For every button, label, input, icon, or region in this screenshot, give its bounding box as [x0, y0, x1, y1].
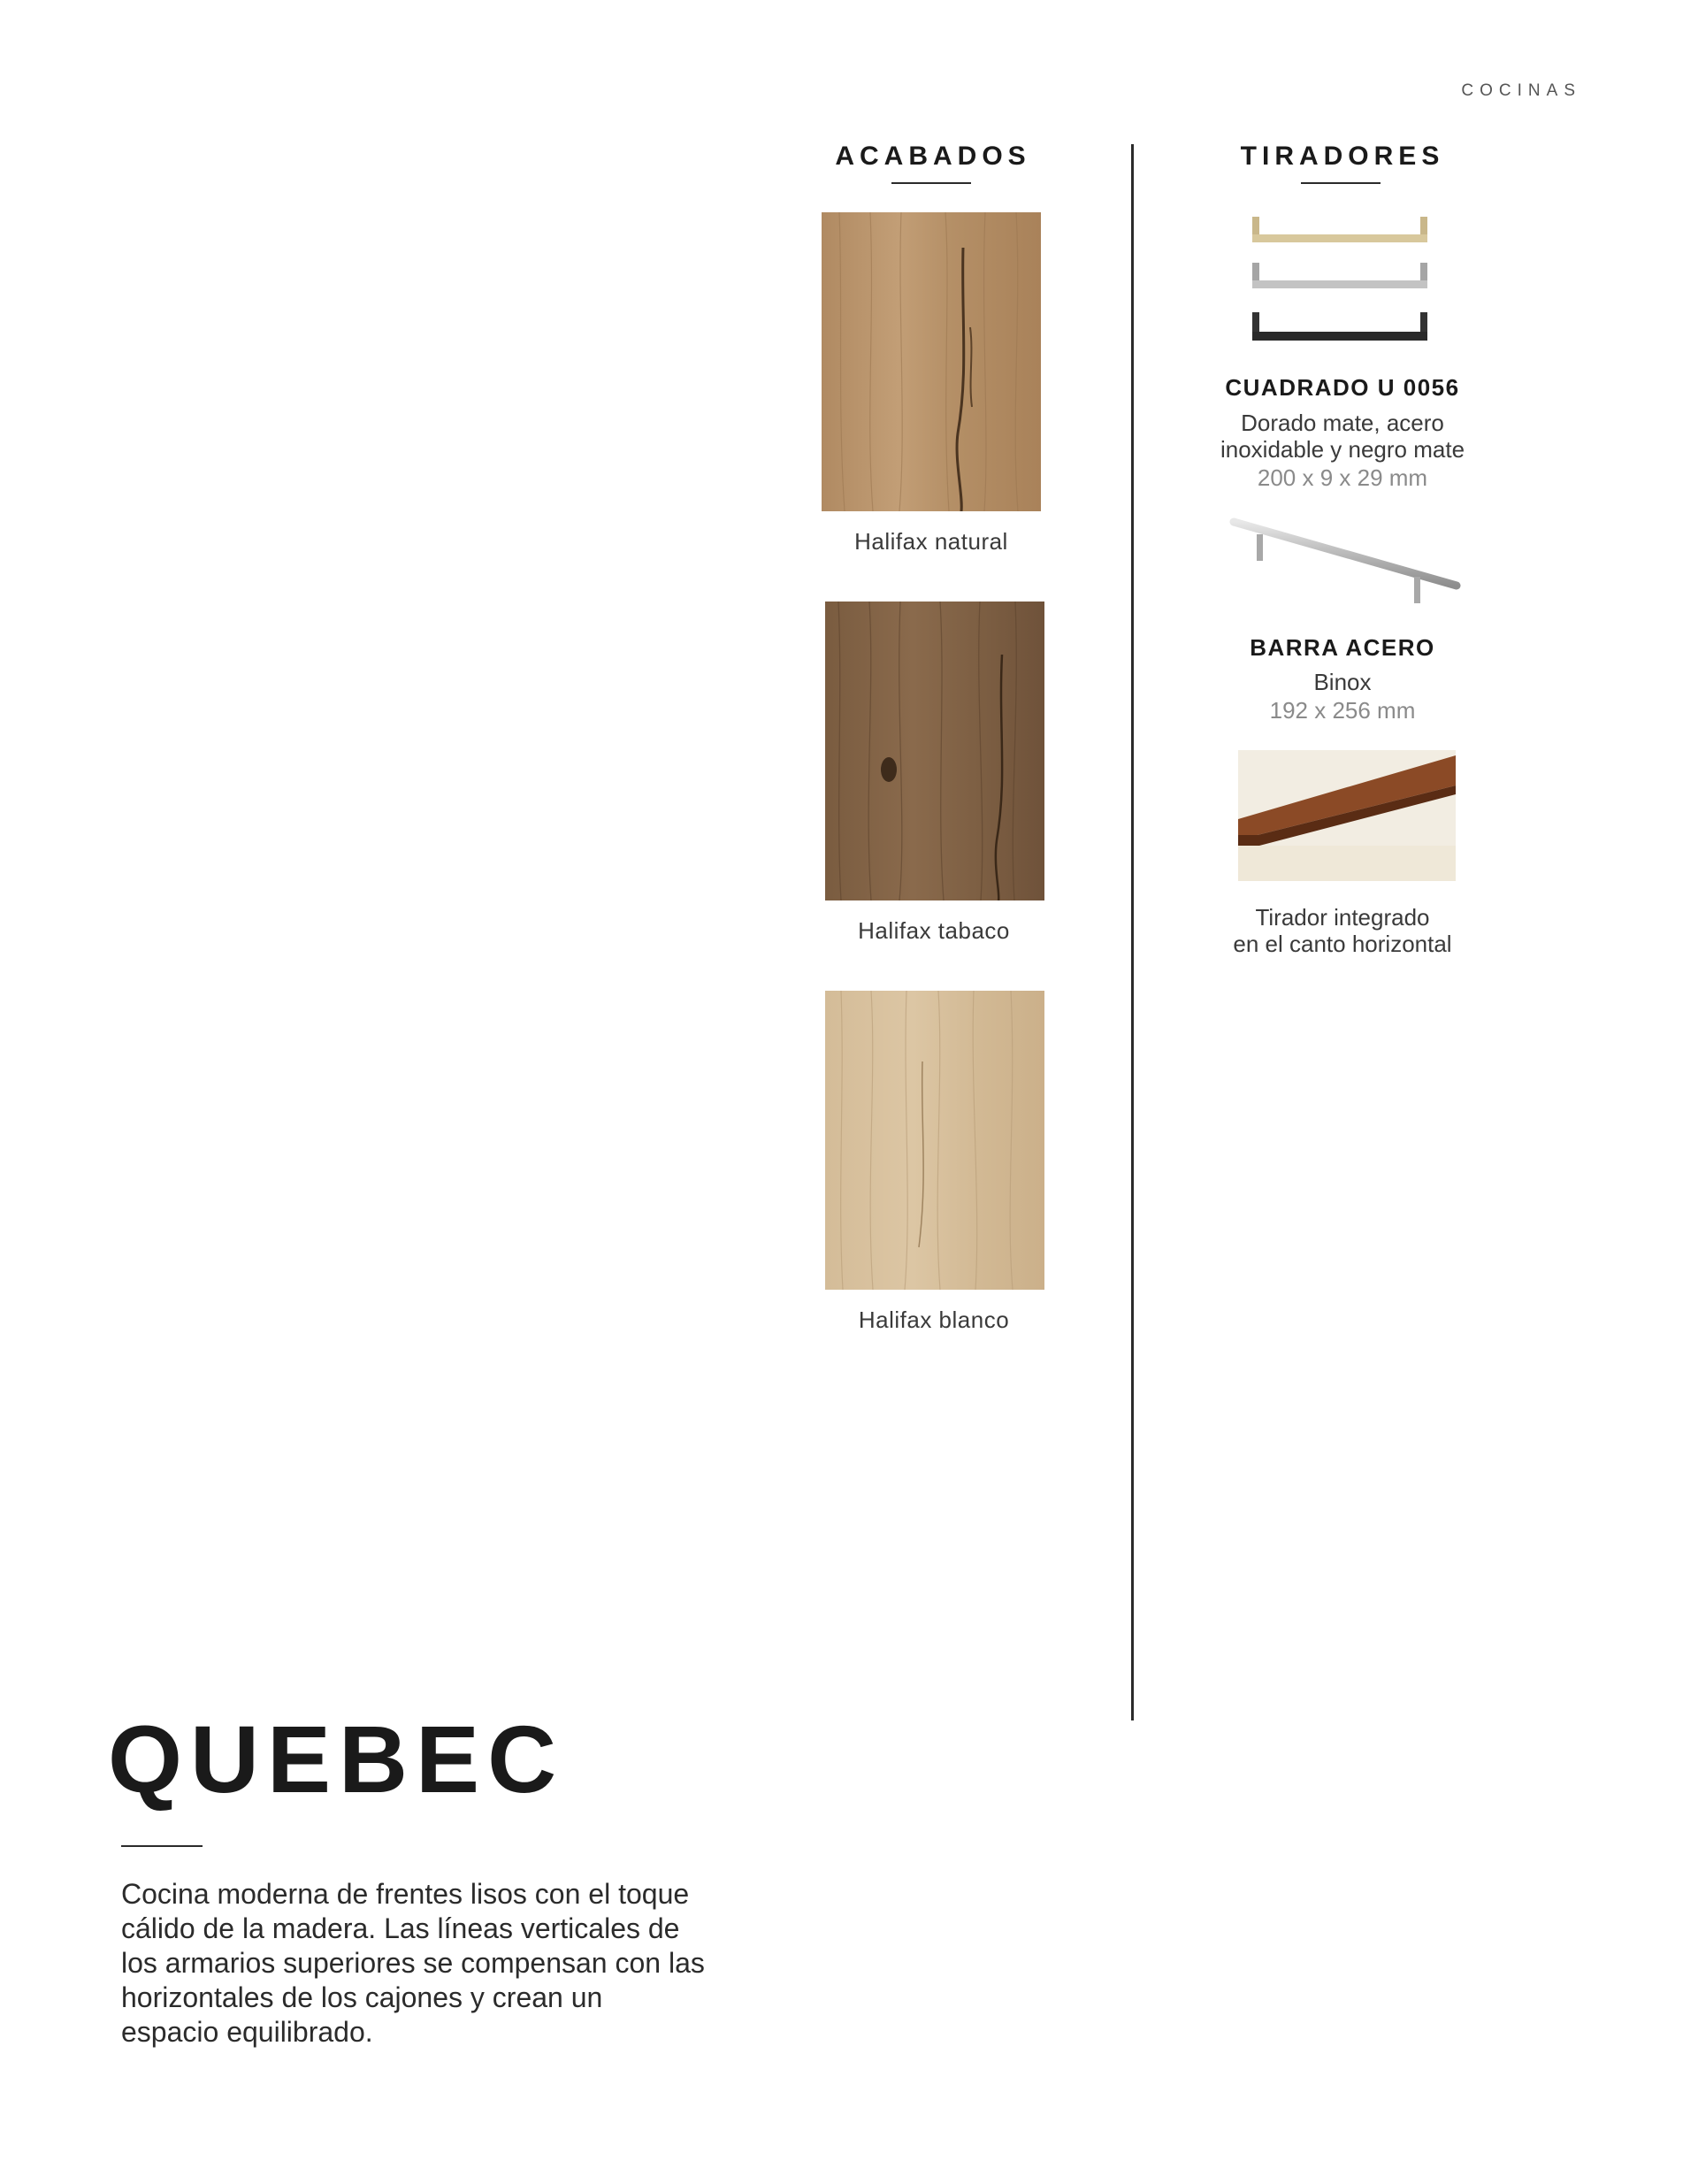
handle-barra-acero-finish: Binox — [1313, 669, 1372, 695]
product-description: Cocina moderna de frentes lisos con el toque cálido de la madera. Las líneas verticales de los armarios superiores se compensan con las horizontales de los cajones y crean un espacio equilibrado. — [121, 1878, 705, 2048]
section-label: COCINAS — [1461, 81, 1581, 100]
handles-heading: TIRADORES — [1240, 142, 1445, 171]
integrated-handle-icon — [1238, 750, 1456, 881]
handle-barra-acero-title: BARRA ACERO — [1250, 634, 1435, 661]
swatch-halifax-blanco — [825, 991, 1044, 1290]
swatch-label-halifax-tabaco: Halifax tabaco — [858, 917, 1010, 944]
handle-barra-acero-image — [1225, 513, 1464, 615]
swatch-label-halifax-blanco: Halifax blanco — [858, 1307, 1010, 1333]
handle-cuadrado-u-finish-line1: Dorado mate, acero — [1241, 410, 1444, 436]
handle-cuadrado-u-image — [1247, 208, 1442, 354]
column-divider — [1131, 144, 1134, 1720]
wood-blanco-texture — [825, 991, 1044, 1290]
handle-cuadrado-u-desc — [1139, 410, 1546, 491]
finishes-heading-rule — [891, 182, 971, 184]
handle-integrado-desc — [1139, 904, 1546, 957]
handle-integrado-image — [1238, 750, 1456, 885]
handles-heading-rule — [1301, 182, 1381, 184]
title-rule — [121, 1845, 203, 1847]
handle-barra-acero-desc — [1139, 669, 1546, 724]
product-title: QUEBEC — [108, 1705, 565, 1812]
handle-cuadrado-u-dims: 200 x 9 x 29 mm — [1257, 464, 1428, 491]
bar-handle-icon — [1225, 513, 1464, 610]
handle-barra-acero-dims: 192 x 256 mm — [1269, 697, 1416, 724]
swatch-label-halifax-natural: Halifax natural — [854, 528, 1008, 555]
handle-cuadrado-u-finish-line2: inoxidable y negro mate — [1220, 436, 1465, 463]
u-handle-icon — [1247, 208, 1442, 349]
handle-cuadrado-u-title: CUADRADO U 0056 — [1225, 374, 1460, 401]
wood-natural-texture — [822, 212, 1041, 511]
handle-integrado-line1: Tirador integrado — [1255, 904, 1430, 931]
handle-integrado-line2: en el canto horizontal — [1233, 931, 1452, 957]
finishes-heading: ACABADOS — [835, 142, 1031, 171]
swatch-halifax-tabaco — [825, 602, 1044, 900]
swatch-halifax-natural — [822, 212, 1041, 511]
wood-tabaco-texture — [825, 602, 1044, 900]
